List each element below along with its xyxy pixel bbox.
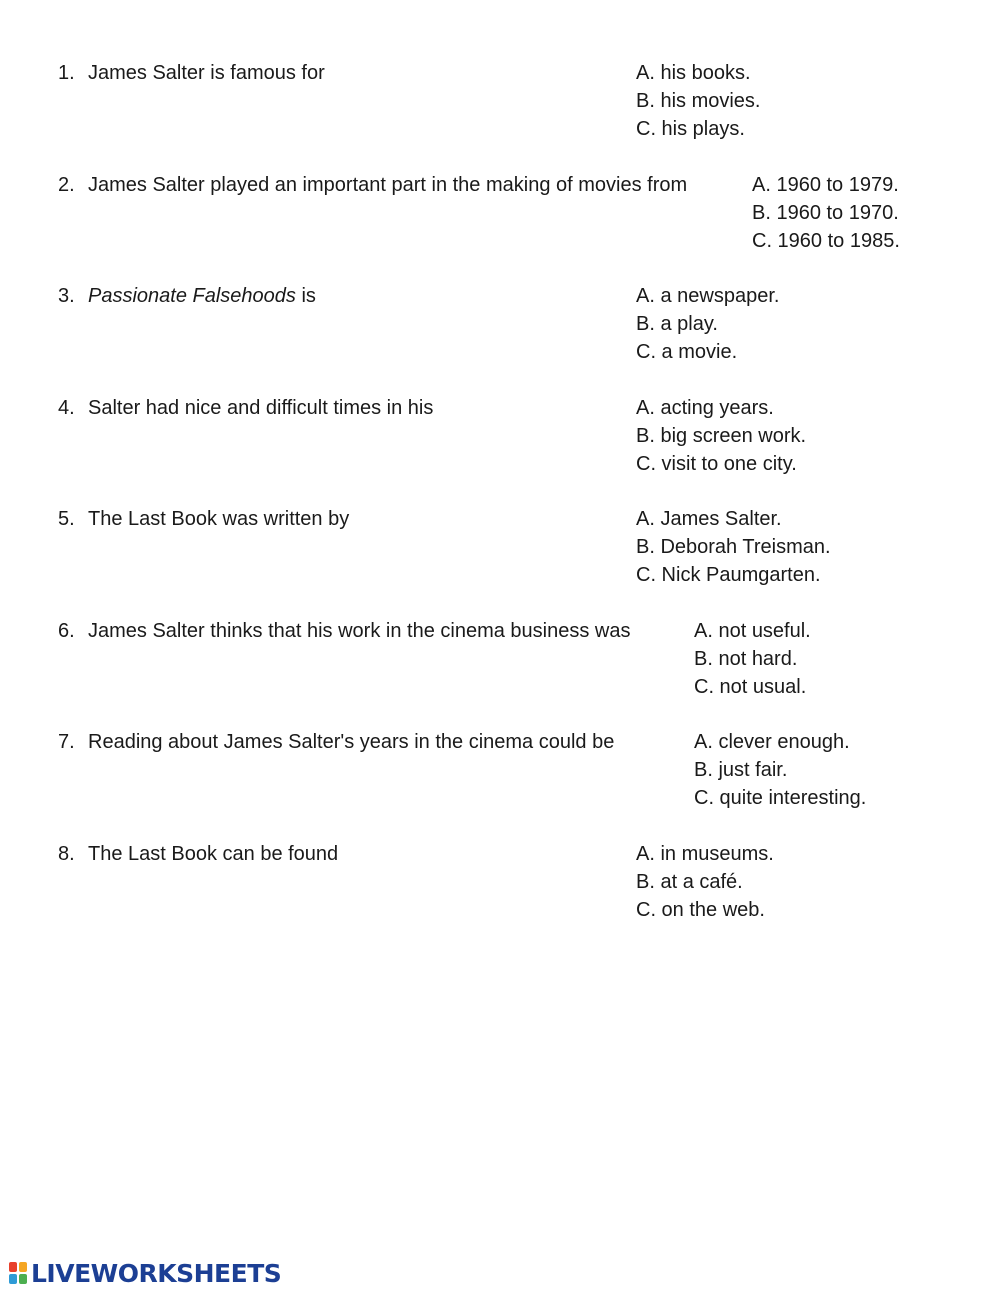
question-2-option-a[interactable]: A. 1960 to 1979. [752,174,899,196]
question-1-stem: James Salter is famous for [88,62,325,84]
logo-mark-icon [8,1261,28,1285]
logo-mark-square-4 [19,1274,27,1284]
question-1-option-a[interactable]: A. his books. [636,62,751,84]
question-3-option-b[interactable]: B. a play. [636,313,718,335]
question-4-stem: Salter had nice and difficult times in his [88,397,434,419]
question-5-option-c[interactable]: C. Nick Paumgarten. [636,564,821,586]
question-7-option-b[interactable]: B. just fair. [694,759,788,781]
question-2-number: 2. [58,174,75,196]
question-5-number: 5. [58,508,75,530]
question-3-stem-title: Passionate Falsehoods [88,285,296,307]
question-5-option-b[interactable]: B. Deborah Treisman. [636,536,831,558]
question-4-option-b[interactable]: B. big screen work. [636,425,807,447]
question-3-option-c[interactable]: C. a movie. [636,341,738,363]
question-1-option-b[interactable]: B. his movies. [636,90,761,112]
question-8-option-a[interactable]: A. in museums. [636,843,774,865]
question-1-number: 1. [58,62,75,84]
question-6-number: 6. [58,620,75,642]
logo-mark-square-3 [9,1274,17,1284]
question-4-number: 4. [58,397,75,419]
question-6-option-a[interactable]: A. not useful. [694,620,811,642]
question-7-option-a[interactable]: A. clever enough. [694,731,850,753]
question-2-option-c[interactable]: C. 1960 to 1985. [752,230,900,252]
question-3-number: 3. [58,285,75,307]
question-3-option-a[interactable]: A. a newspaper. [636,285,780,307]
question-5-option-a[interactable]: A. James Salter. [636,508,782,530]
question-8-option-b[interactable]: B. at a café. [636,871,743,893]
question-5-stem: The Last Book was written by [88,508,350,530]
liveworksheets-logo[interactable] [8,1258,281,1288]
question-7-stem: Reading about James Salter's years in the cinema could be [88,731,615,753]
question-7-number: 7. [58,731,75,753]
question-8-stem: The Last Book can be found [88,843,339,865]
question-6-stem: James Salter thinks that his work in the cinema business was [88,620,631,642]
question-3-stem-rest: is [295,285,316,307]
question-8-number: 8. [58,843,75,865]
question-2-option-b[interactable]: B. 1960 to 1970. [752,202,899,224]
question-1-option-c[interactable]: C. his plays. [636,118,745,140]
question-6-option-b[interactable]: B. not hard. [694,648,798,670]
question-8-option-c[interactable]: C. on the web. [636,899,765,921]
question-4-option-c[interactable]: C. visit to one city. [636,453,797,475]
logo-mark-square-2 [19,1262,27,1272]
question-6-option-c[interactable]: C. not usual. [694,676,807,698]
question-2-stem: James Salter played an important part in the making of movies from [88,174,688,196]
logo-text: LIVEWORKSHEETS [31,1258,282,1288]
logo-mark-square-1 [9,1262,17,1272]
question-3-stem [88,282,316,310]
question-4-option-a[interactable]: A. acting years. [636,397,774,419]
question-7-option-c[interactable]: C. quite interesting. [694,787,867,809]
